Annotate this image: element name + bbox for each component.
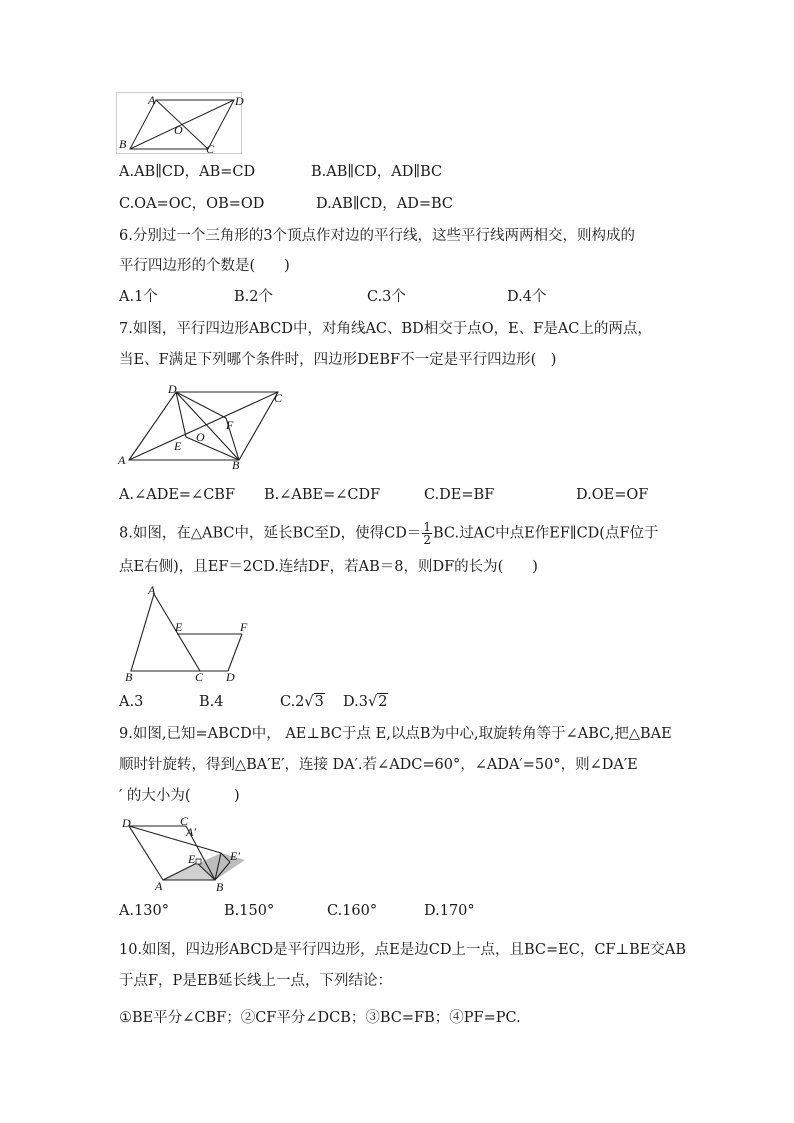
- q8-option-a: A.3: [119, 694, 144, 710]
- label-d: D: [235, 94, 244, 108]
- q9-option-c: C.160°: [327, 903, 378, 919]
- q5-option-c: C.OA=OC，OB=OD: [119, 196, 265, 212]
- q7-option-c: C.DE=BF: [424, 487, 495, 503]
- q6-option-b: B.2个: [234, 289, 273, 305]
- q5-figure: [116, 92, 242, 154]
- label-b: B: [216, 880, 224, 894]
- q10-stem-line1: 10.如图，四边形ABCD是平行四边形，点E是边CD上一点，且BC=EC，CF⊥BE交AB: [119, 942, 686, 958]
- q9-option-b: B.150°: [224, 903, 275, 919]
- label-e: E: [175, 620, 183, 634]
- sqrt-sign: √: [304, 694, 314, 710]
- q9-figure: [118, 815, 248, 893]
- option-d-radicand: 2: [378, 694, 388, 710]
- label-e-prime: E′: [230, 849, 240, 863]
- option-c-radicand: 3: [314, 694, 324, 710]
- segment-eb: [186, 437, 239, 460]
- q9-option-d: D.170°: [424, 903, 475, 919]
- q8-stem-part2: BC.过AC中点E作EF∥CD(点F位于: [432, 525, 659, 542]
- q9-stem-line3: ′ 的大小为( ): [119, 788, 240, 804]
- q8-figure: [118, 584, 254, 682]
- label-d: D: [226, 670, 235, 684]
- segment-fd: [228, 634, 242, 671]
- fraction-denominator: 2: [423, 533, 431, 547]
- triangle-abc: [131, 594, 200, 671]
- right-angle-mark: [196, 859, 201, 864]
- q5-option-a: A.AB∥CD，AB=CD: [119, 164, 256, 180]
- option-c-coefficient: C.2: [280, 694, 305, 710]
- q8-stem-line2: 点E右侧)，且EF＝2CD.连结DF，若AB＝8，则DF的长为( ): [119, 559, 538, 575]
- label-b: B: [232, 458, 240, 472]
- q6-option-d: D.4个: [507, 289, 547, 305]
- label-o: O: [174, 123, 183, 137]
- fraction-one-half: [422, 521, 432, 546]
- q6-stem-line2: 平行四边形的个数是( ): [119, 258, 290, 274]
- q6-option-a: A.1个: [119, 289, 158, 305]
- q9-stem-line1: 9.如图,已知=ABCD中， AE⊥BC于点 E,以点B为中心,取旋转角等于∠ABC,把△BAE: [119, 726, 672, 742]
- label-c: C: [274, 391, 283, 405]
- q8-stem-part1: 8.如图，在△ABC中，延长BC至D，使得CD＝: [119, 525, 422, 542]
- q10-conclusions: ①BE平分∠CBF；②CF平分∠DCB；③BC=FB；④PF=PC.: [119, 1010, 521, 1026]
- diagonal-ac: [129, 392, 278, 460]
- label-a: A: [148, 93, 156, 107]
- label-d: D: [122, 816, 131, 830]
- q8-option-b: B.4: [199, 694, 224, 710]
- q7-stem-line1: 7.如图，平行四边形ABCD中，对角线AC、BD相交于点O，E、F是AC上的两点，: [119, 321, 652, 337]
- label-a-prime: A′: [186, 825, 196, 839]
- q9-stem-line2: 顺时针旋转，得到△BA′E′，连接 DA′.若∠ADC=60°，∠ADA′=50°，则∠DA′E: [119, 757, 638, 773]
- q7-option-a: A.∠ADE=∠CBF: [119, 487, 236, 503]
- q5-option-d: D.AB∥CD，AD=BC: [316, 196, 454, 212]
- segment-da-prime: [129, 826, 221, 853]
- q5-option-b: B.AB∥CD，AD∥BC: [311, 164, 443, 180]
- segment-de: [176, 392, 186, 437]
- option-d-coefficient: D.3: [343, 694, 368, 710]
- label-o: O: [196, 430, 205, 444]
- q7-stem-line2: 当E、F满足下列哪个条件时，四边形DEBF不一定是平行四边形( ): [119, 352, 557, 368]
- label-a: A: [155, 879, 163, 893]
- label-e: E: [174, 439, 182, 453]
- q7-figure: [116, 382, 286, 470]
- q8-stem-line1: [119, 521, 659, 546]
- label-a: A: [148, 583, 156, 597]
- q9-option-a: A.130°: [119, 903, 170, 919]
- label-c: C: [195, 670, 204, 684]
- label-f: F: [240, 620, 248, 634]
- label-c: C: [180, 814, 189, 828]
- sqrt-sign: √: [367, 694, 378, 710]
- label-c: C: [206, 142, 215, 156]
- q6-stem-line1: 6.分别过一个三角形的3个顶点作对边的平行线，这些平行线两两相交，则构成的: [119, 228, 636, 244]
- label-a: A: [118, 453, 126, 467]
- q8-option-c: [280, 692, 325, 712]
- q8-option-d: [343, 692, 388, 712]
- label-d: D: [168, 382, 177, 396]
- q7-option-d: D.OE=OF: [576, 487, 649, 503]
- q7-option-b: B.∠ABE=∠CDF: [264, 487, 381, 503]
- q6-option-c: C.3个: [367, 289, 406, 305]
- label-e: E: [188, 852, 196, 866]
- label-b: B: [125, 670, 133, 684]
- label-b: B: [119, 137, 127, 151]
- label-f: F: [226, 418, 234, 432]
- segment-df: [176, 392, 226, 418]
- q10-stem-line2: 于点F，P是EB延长线上一点，下列结论：: [119, 973, 393, 989]
- fraction-numerator: 1: [423, 520, 431, 534]
